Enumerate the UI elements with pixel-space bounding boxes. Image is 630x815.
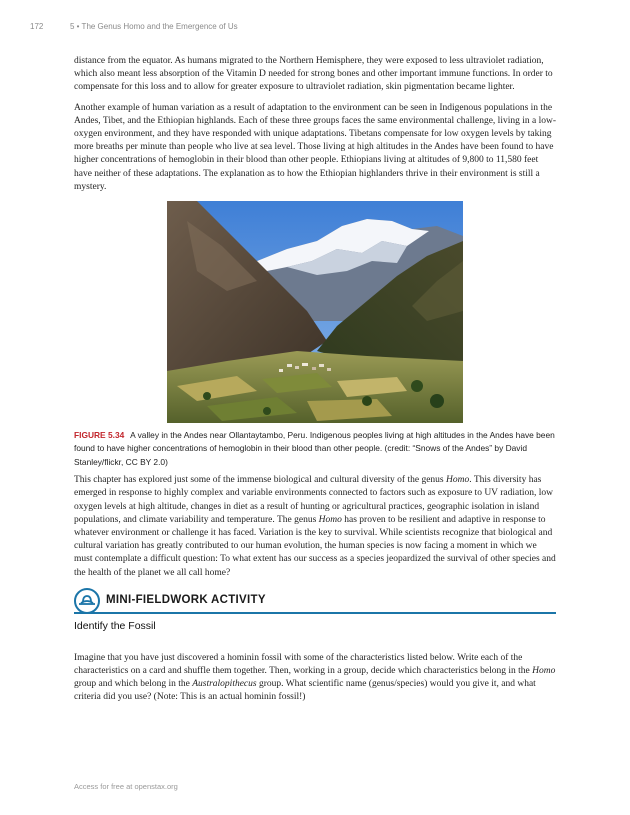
page-content — [74, 55, 556, 712]
activity-title: MINI-FIELDWORK ACTIVITY — [106, 593, 266, 606]
paragraph-activity-instructions: Imagine that you have just discovered a hominin fossil with some of the characteristics listed below. Write each of the characteristics on a card and shuffle them together. Then, working in a group, decide which characteristics belong in the Homo group and which belong in the Australopithecus group. What scientific name (genus/species) would you give it, and what criteria did you use? (Note: This is an actual hominin fossil!) — [74, 652, 556, 703]
activity-divider — [74, 612, 556, 614]
activity-header — [74, 588, 556, 616]
paragraph-high-altitude: Another example of human variation as a result of adaptation to the environment can be seen in Indigenous populations in the Andes, Tibet, and the Ethiopian highlands. Each of these three groups faces the same environmental challenge, living in a low-oxygen environment, and they have responded with unique adaptations. Tibetans compensate for low oxygen levels by taking more breaths per minute than people who live at sea level. Those living at high altitudes in the Andes have been found to have higher concentrations of hemoglobin in their blood than other people. Ethiopians living at altitudes of 9,800 to 11,580 feet have neither of these adaptations. The explanation as to how the Ethiopian highlanders thrive in their environment is still a mystery. — [74, 102, 556, 192]
page-header — [30, 22, 600, 36]
figure-caption — [74, 429, 556, 469]
paragraph-diversity: This chapter has explored just some of the immense biological and cultural diversity of the genus Homo. This diversity has emerged in response to highly complex and variable environments connected to factors such as exposure to UV radiation, low oxygen levels at high altitude, changes in diet as a result of hunting or agricultural practices, geographic isolation in island populations, and climate variability and temperature. The genus Homo has proven to be resilient and adaptive in response to whatever environment or challenge it has faced. Variation is the key to survival. While scientists recognize that biological and cultural variation has greatly contributed to our human evolution, the human species is now facing a moment in which we must contemplate a difficult question: To what extent has our success as a species jeopardized the survival of other species and the health of the planet we all call home? — [74, 475, 556, 578]
footer-access-link[interactable]: Access for free at openstax.org — [74, 782, 178, 791]
fieldwork-hat-icon — [74, 588, 100, 614]
andes-valley-photo — [167, 201, 463, 423]
figure-label: FIGURE 5.34 — [74, 430, 125, 441]
activity-subtitle: Identify the Fossil — [74, 619, 156, 632]
paragraph-skin-pigmentation: distance from the equator. As humans migrated to the Northern Hemisphere, they were exposed to less ultraviolet radiation, which also meant less absorption of the Vitamin D needed for strong bones and other important immune functions. In order to compensate for this loss and to allow for greater exposure to ultraviolet radiation, skin pigmentation became lighter. — [74, 56, 553, 93]
page-number: 172 — [30, 22, 44, 31]
chapter-title: 5 • The Genus Homo and the Emergence of Us — [70, 22, 238, 31]
figure-caption-text: A valley in the Andes near Ollantaytambo, Peru. Indigenous peoples living at high altitudes in the Andes have been found to have higher concentrations of hemoglobin in their blood than other people. (credit: “Snows of the Andes” by David Stanley/flickr, CC BY 2.0) — [74, 430, 555, 467]
